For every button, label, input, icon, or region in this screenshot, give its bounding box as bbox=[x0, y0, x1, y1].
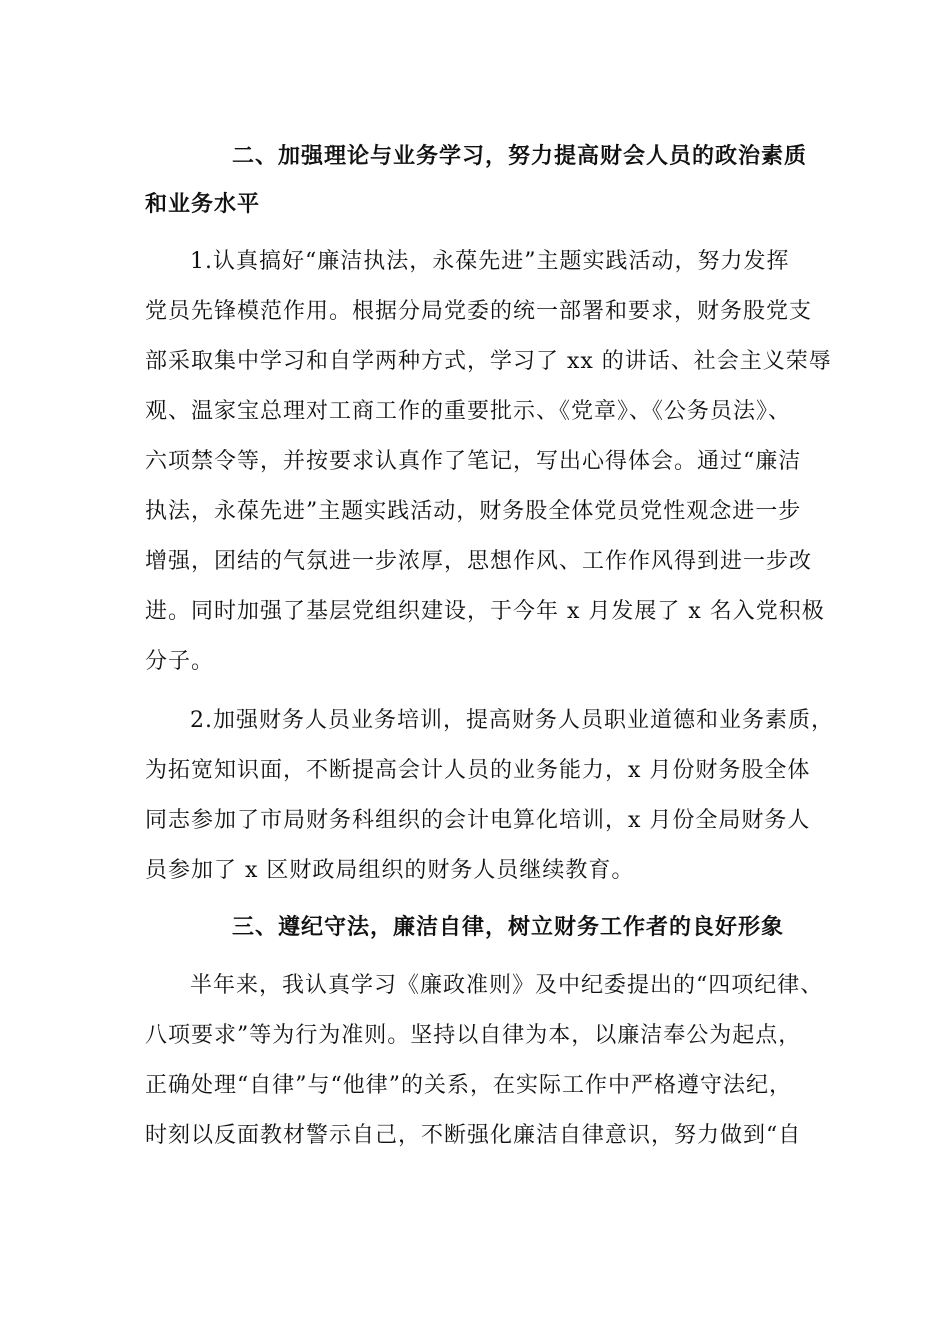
item1-line: 1.认真搞好“廉洁执法，永葆先进”主题实践活动，努力发挥 bbox=[190, 249, 790, 274]
item1-line: 六项禁令等，并按要求认真作了笔记，写出心得体会。通过“廉洁 bbox=[145, 449, 802, 474]
item1-line: 进。同时加强了基层党组织建设，于今年 x 月发展了 x 名入党积极 bbox=[145, 599, 825, 624]
item1-line: 部采取集中学习和自学两种方式，学习了 xx 的讲话、社会主义荣辱 bbox=[145, 349, 832, 374]
item1-line: 党员先锋模范作用。根据分局党委的统一部署和要求，财务股党支 bbox=[145, 299, 813, 324]
item2-line: 员参加了 x 区财政局组织的财务人员继续教育。 bbox=[145, 858, 635, 883]
section3-heading: 三、遵纪守法，廉洁自律，树立财务工作者的良好形象 bbox=[232, 914, 785, 940]
section3-para-line: 正确处理“自律”与“他律”的关系，在实际工作中严格遵守法纪， bbox=[145, 1073, 792, 1098]
section3-para-line: 八项要求”等为行为准则。坚持以自律为本，以廉洁奉公为起点， bbox=[145, 1023, 802, 1048]
item2-line: 2.加强财务人员业务培训，提高财务人员职业道德和业务素质， bbox=[190, 708, 834, 733]
item2-line: 同志参加了市局财务科组织的会计电算化培训，x 月份全局财务人 bbox=[145, 808, 811, 833]
section2-heading-line2: 和业务水平 bbox=[145, 191, 261, 217]
section2-heading-line1: 二、加强理论与业务学习，努力提高财会人员的政治素质 bbox=[232, 143, 808, 169]
item1-line: 执法，永葆先进”主题实践活动，财务股全体党员党性观念进一步 bbox=[145, 499, 802, 524]
item1-line: 分子。 bbox=[145, 649, 215, 674]
item2-line: 为拓宽知识面，不断提高会计人员的业务能力，x 月份财务股全体 bbox=[145, 758, 811, 783]
section3-para-line: 半年来，我认真学习《廉政准则》及中纪委提出的“四项纪律、 bbox=[190, 973, 824, 998]
section3-para-line: 时刻以反面教材警示自己，不断强化廉洁自律意识，努力做到“自 bbox=[145, 1123, 802, 1148]
item1-line: 增强，团结的气氛进一步浓厚，思想作风、工作作风得到进一步改 bbox=[145, 549, 813, 574]
item1-line: 观、温家宝总理对工商工作的重要批示、《党章》、《公务员法》、 bbox=[145, 399, 792, 424]
